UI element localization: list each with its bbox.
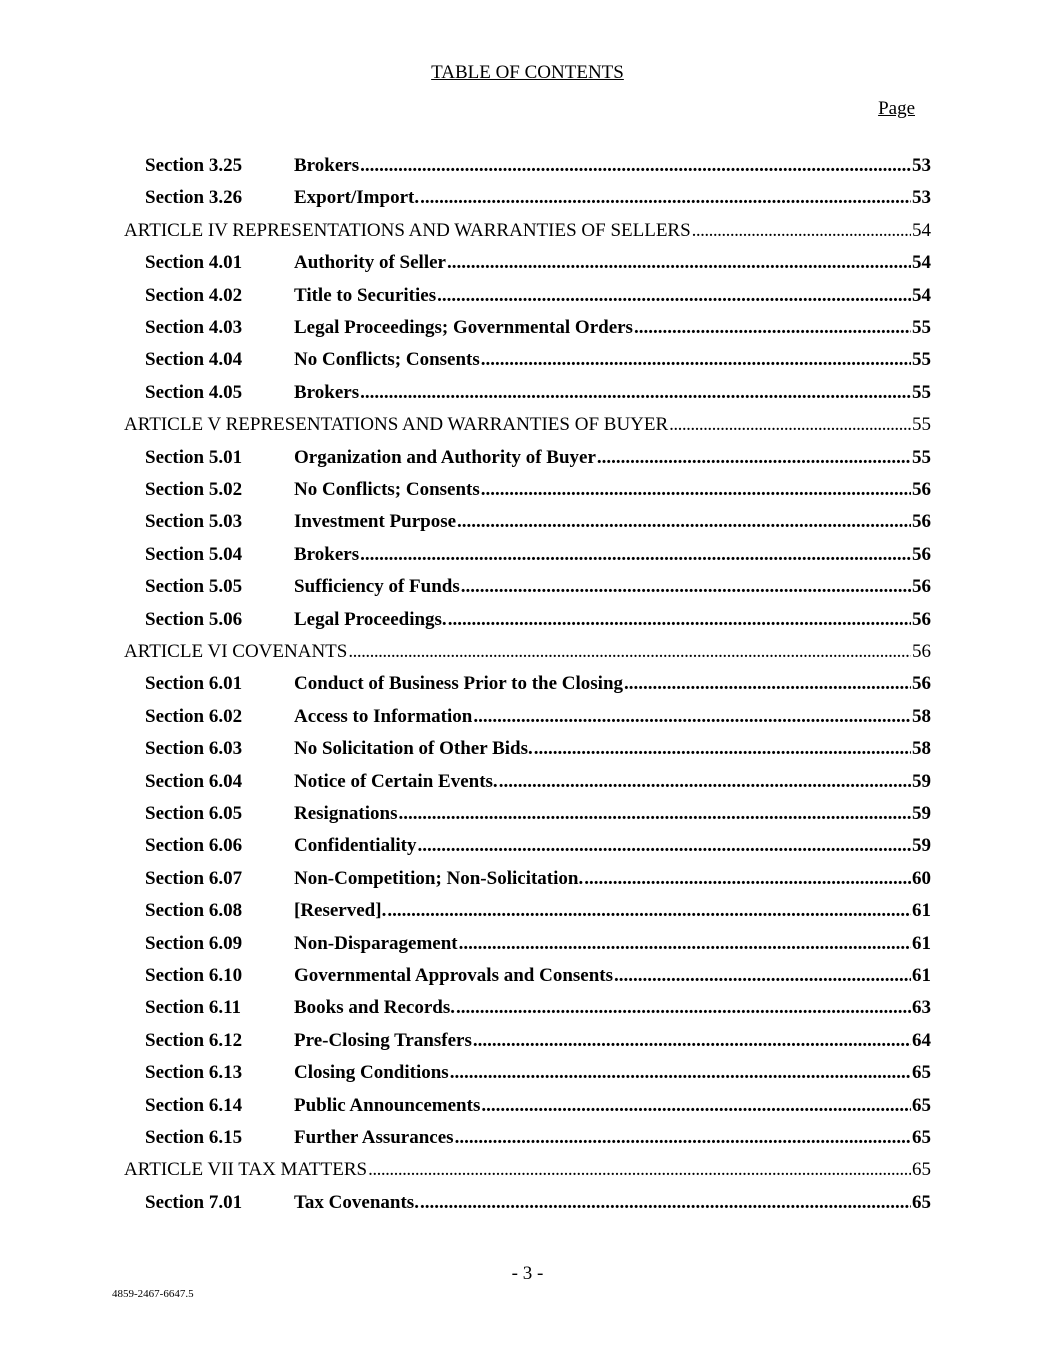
page-number: 56 [912, 673, 931, 694]
section-number: Section 7.01 [145, 1192, 243, 1213]
section-title: Brokers [294, 382, 360, 403]
toc-section-row [0, 280, 1055, 312]
toc-section-row [0, 798, 1055, 830]
dot-leader [348, 636, 911, 668]
section-title: Resignations [294, 803, 398, 824]
page-number: 59 [912, 835, 931, 856]
toc-section-row [0, 1057, 1055, 1089]
toc-entry [294, 895, 931, 927]
section-title: Title to Securities [294, 285, 437, 306]
page-number: 56 [912, 641, 931, 662]
page-number: 61 [912, 933, 931, 954]
page-number: 54 [912, 220, 931, 241]
toc-section-row [0, 150, 1055, 182]
toc-entry [294, 863, 931, 895]
section-number: Section 5.04 [145, 544, 243, 565]
toc-entry [294, 604, 931, 636]
dot-leader [360, 150, 911, 182]
toc-entry [294, 539, 931, 571]
toc-entry [294, 506, 931, 538]
section-number: Section 6.03 [145, 738, 243, 759]
section-title: Non-Disparagement [294, 933, 458, 954]
section-number: Section 3.25 [145, 155, 243, 176]
toc-section-row [0, 1122, 1055, 1154]
section-number: Section 5.02 [145, 479, 243, 500]
article-title: ARTICLE VII TAX MATTERS [124, 1159, 368, 1180]
section-number: Section 5.06 [145, 609, 243, 630]
dot-leader [447, 247, 911, 279]
toc-section-row [0, 604, 1055, 636]
section-number: Section 4.04 [145, 349, 243, 370]
toc-entry [124, 409, 931, 441]
section-number: Section 4.02 [145, 285, 243, 306]
section-number: Section 6.05 [145, 803, 243, 824]
toc-entry [294, 928, 931, 960]
dot-leader [624, 668, 911, 700]
page-number: 65 [912, 1192, 931, 1213]
toc-entry [294, 571, 931, 603]
section-title: Governmental Approvals and Consents [294, 965, 614, 986]
section-number: Section 6.01 [145, 673, 243, 694]
toc-section-row [0, 701, 1055, 733]
section-title: Tax Covenants. [294, 1192, 419, 1213]
section-number: Section 6.11 [145, 997, 242, 1018]
dot-leader [420, 182, 911, 214]
toc-section-row [0, 344, 1055, 376]
section-title: Investment Purpose [294, 511, 457, 532]
page-number: 61 [912, 965, 931, 986]
toc-section-row [0, 1187, 1055, 1219]
page-number: 59 [912, 771, 931, 792]
page-number: 54 [912, 252, 931, 273]
dot-leader [481, 474, 911, 506]
toc-entry [294, 1057, 931, 1089]
page-number: 58 [912, 706, 931, 727]
section-number: Section 6.14 [145, 1095, 243, 1116]
toc-entry [294, 312, 931, 344]
page-number: 55 [912, 382, 931, 403]
toc-section-row [0, 312, 1055, 344]
dot-leader [417, 830, 911, 862]
section-title: Non-Competition; Non-Solicitation. [294, 868, 584, 889]
dot-leader [481, 344, 911, 376]
toc-section-row [0, 442, 1055, 474]
dot-leader [368, 1154, 911, 1186]
section-title: Pre-Closing Transfers [294, 1030, 472, 1051]
toc-section-row [0, 182, 1055, 214]
section-title: Legal Proceedings; Governmental Orders [294, 317, 633, 338]
page-number: 63 [912, 997, 931, 1018]
section-number: Section 6.15 [145, 1127, 243, 1148]
dot-leader [437, 280, 911, 312]
toc-entry [124, 215, 931, 247]
page-number: 56 [912, 544, 931, 565]
section-number: Section 6.02 [145, 706, 243, 727]
toc-section-row [0, 474, 1055, 506]
dot-leader [692, 215, 911, 247]
toc-section-row [0, 377, 1055, 409]
page-number: 55 [912, 349, 931, 370]
toc-entry [294, 474, 931, 506]
toc-article-row [0, 636, 1055, 668]
section-title: Brokers [294, 155, 360, 176]
dot-leader [614, 960, 911, 992]
toc-entry [294, 1025, 931, 1057]
dot-leader [450, 1057, 911, 1089]
toc-section-row [0, 668, 1055, 700]
section-title: [Reserved]. [294, 900, 387, 921]
page-number: 58 [912, 738, 931, 759]
section-title: Export/Import. [294, 187, 420, 208]
toc-entry [294, 377, 931, 409]
page-number: 65 [912, 1095, 931, 1116]
section-number: Section 6.13 [145, 1062, 243, 1083]
section-number: Section 6.12 [145, 1030, 243, 1051]
toc-entry [294, 701, 931, 733]
section-number: Section 6.04 [145, 771, 243, 792]
page-number: 53 [912, 155, 931, 176]
page-number: 56 [912, 479, 931, 500]
toc-entry [294, 1122, 931, 1154]
page-number: 56 [912, 576, 931, 597]
toc-entry [294, 442, 931, 474]
page-title: TABLE OF CONTENTS [431, 62, 624, 83]
toc-section-row [0, 895, 1055, 927]
dot-leader [457, 506, 911, 538]
toc-section-row [0, 539, 1055, 571]
section-title: Confidentiality [294, 835, 417, 856]
page-number: 65 [912, 1127, 931, 1148]
dot-leader [456, 992, 911, 1024]
toc-section-row [0, 960, 1055, 992]
dot-leader [499, 766, 911, 798]
page-column-label: Page [878, 98, 915, 119]
toc-entry [294, 960, 931, 992]
dot-leader [634, 312, 911, 344]
section-title: Public Announcements [294, 1095, 481, 1116]
page-number: 53 [912, 187, 931, 208]
toc-entry [294, 668, 931, 700]
section-title: Notice of Certain Events. [294, 771, 498, 792]
toc-entry [294, 344, 931, 376]
page-number: 54 [912, 285, 931, 306]
section-title: Legal Proceedings. [294, 609, 447, 630]
toc-section-row [0, 571, 1055, 603]
page-number: 56 [912, 511, 931, 532]
dot-leader [461, 571, 911, 603]
section-title: Organization and Authority of Buyer [294, 447, 596, 468]
toc-entry [294, 830, 931, 862]
toc-section-row [0, 928, 1055, 960]
article-title: ARTICLE IV REPRESENTATIONS AND WARRANTIES OF SELLERS [124, 220, 691, 241]
dot-leader [360, 377, 911, 409]
dot-leader [597, 442, 911, 474]
article-title: ARTICLE VI COVENANTS [124, 641, 348, 662]
dot-leader [534, 733, 911, 765]
section-number: Section 6.08 [145, 900, 243, 921]
dot-leader [584, 863, 911, 895]
section-title: No Conflicts; Consents [294, 349, 480, 370]
section-title: Conduct of Business Prior to the Closing [294, 673, 624, 694]
page-number: 56 [912, 609, 931, 630]
page-number: 55 [912, 317, 931, 338]
section-number: Section 4.03 [145, 317, 243, 338]
toc-entry [294, 766, 931, 798]
toc-section-row [0, 506, 1055, 538]
toc-section-row [0, 247, 1055, 279]
page-number: 55 [912, 447, 931, 468]
section-number: Section 6.10 [145, 965, 243, 986]
section-number: Section 6.06 [145, 835, 243, 856]
section-number: Section 5.03 [145, 511, 243, 532]
section-title: Further Assurances [294, 1127, 454, 1148]
dot-leader [448, 604, 911, 636]
dot-leader [455, 1122, 911, 1154]
page-number: 65 [912, 1159, 931, 1180]
toc-article-row [0, 215, 1055, 247]
page-number: 60 [912, 868, 931, 889]
section-number: Section 4.05 [145, 382, 243, 403]
toc-entry [294, 150, 931, 182]
toc-article-row [0, 1154, 1055, 1186]
section-number: Section 5.01 [145, 447, 243, 468]
toc-section-row [0, 1090, 1055, 1122]
dot-leader [398, 798, 911, 830]
toc-entry [124, 636, 931, 668]
section-title: Access to Information [294, 706, 473, 727]
section-title: Closing Conditions [294, 1062, 449, 1083]
section-number: Section 6.09 [145, 933, 243, 954]
toc-entry [294, 247, 931, 279]
toc-entry [294, 798, 931, 830]
section-title: No Conflicts; Consents [294, 479, 480, 500]
page-number: 61 [912, 900, 931, 921]
toc-section-row [0, 863, 1055, 895]
section-number: Section 6.07 [145, 868, 243, 889]
toc-entry [294, 733, 931, 765]
section-title: Authority of Seller [294, 252, 446, 273]
page-number: 59 [912, 803, 931, 824]
toc-article-row [0, 409, 1055, 441]
page-number: 64 [912, 1030, 931, 1051]
toc-entry [294, 182, 931, 214]
toc-entry [294, 1090, 931, 1122]
dot-leader [481, 1090, 911, 1122]
toc-section-row [0, 766, 1055, 798]
toc-section-row [0, 733, 1055, 765]
toc-entry [294, 280, 931, 312]
section-number: Section 5.05 [145, 576, 243, 597]
dot-leader [669, 409, 911, 441]
toc-entry [294, 1187, 931, 1219]
section-title: Sufficiency of Funds [294, 576, 460, 597]
page-number: 65 [912, 1062, 931, 1083]
section-title: Books and Records. [294, 997, 455, 1018]
dot-leader [473, 701, 911, 733]
toc-entry [124, 1154, 931, 1186]
article-title: ARTICLE V REPRESENTATIONS AND WARRANTIES OF BUYER [124, 414, 669, 435]
footer-page-number: - 3 - [511, 1263, 544, 1284]
toc-section-row [0, 1025, 1055, 1057]
dot-leader [360, 539, 911, 571]
section-title: Brokers [294, 544, 360, 565]
page-number: 55 [912, 414, 931, 435]
document-id: 4859-2467-6647.5 [112, 1288, 194, 1300]
dot-leader [387, 895, 911, 927]
section-number: Section 3.26 [145, 187, 243, 208]
toc-entry [294, 992, 931, 1024]
toc-section-row [0, 992, 1055, 1024]
dot-leader [420, 1187, 911, 1219]
section-number: Section 4.01 [145, 252, 243, 273]
dot-leader [459, 928, 911, 960]
section-title: No Solicitation of Other Bids. [294, 738, 533, 759]
dot-leader [473, 1025, 911, 1057]
toc-section-row [0, 830, 1055, 862]
